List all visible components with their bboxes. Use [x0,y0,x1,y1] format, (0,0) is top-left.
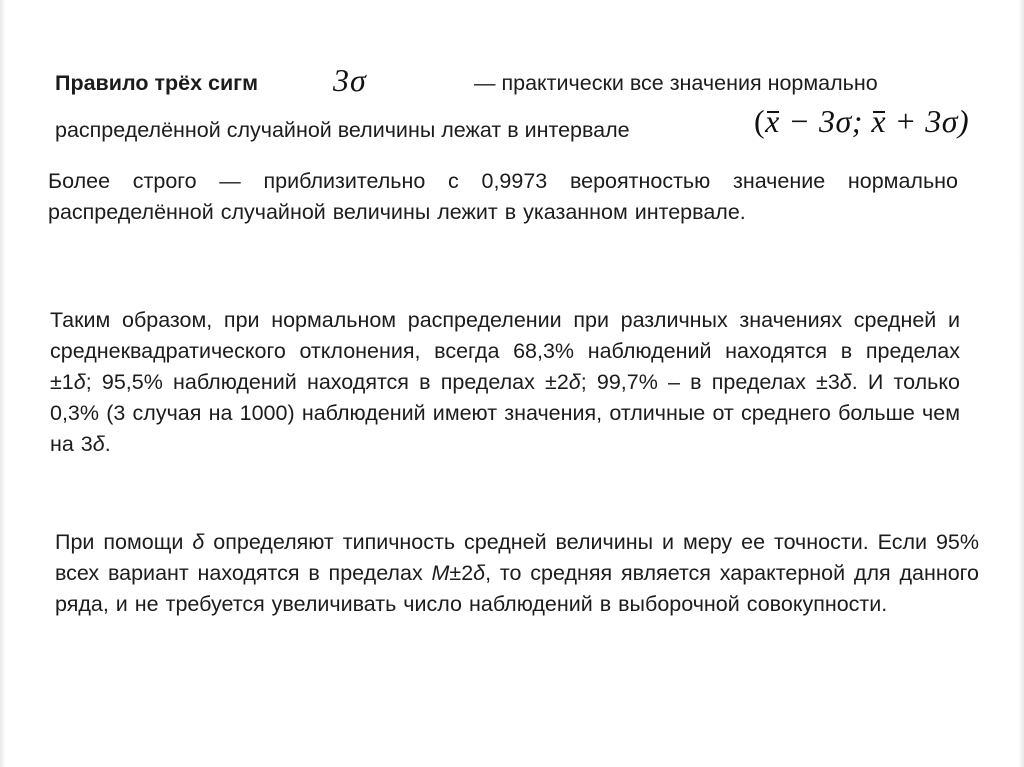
paragraph-text: При помощи [55,530,193,554]
paragraph-typicality [55,527,979,620]
paragraph-text: ; 95,5% наблюдений находятся в пределах ±2 [85,370,569,394]
paragraph-percentages [50,305,960,460]
interval-upper-bound: + 3σ) [886,103,970,139]
slide-right-edge [1018,0,1024,767]
delta-symbol: δ [473,561,486,585]
interval-open-paren: ( [754,103,766,139]
interval-formula [754,103,969,140]
paragraph-text: ±2 [449,561,474,585]
delta-symbol: δ [192,530,205,554]
three-sigma-formula: 3σ [333,62,367,98]
paragraph-text: . [104,432,111,456]
delta-symbol: δ [839,370,852,394]
x-mean-symbol: x [871,103,887,139]
paragraph-text: , то средняя является характерной для данного ряда, и не требуется увеличивать число наблюдений в выборочной совокупности. [55,561,979,616]
paragraph-text: Таким образом, при нормальном распределении при различных значениях средней и среднеквадратического отклонения, всегда 68,3% наблюдений находятся в пределах ±1 [50,308,960,394]
x-mean-symbol: x [765,103,780,139]
rule-title: Правило трёх сигм [55,71,259,95]
paragraph-probability: Более строго — приблизительно с 0,9973 вероятностью значение нормально распределённой случайной величины лежит в указанном интервале. [48,169,958,224]
delta-symbol: δ [92,432,105,456]
paragraph-text: . И только 0,3% (3 случая на 1000) наблюдений имеют значения, отличные от среднего больше чем на 3 [50,370,960,456]
rule-description-line-2: распределённой случайной величины лежат в интервале [55,118,630,142]
slide-left-edge [0,0,6,767]
delta-symbol: δ [568,370,581,394]
paragraph-text: определяют типичность средней величины и меру ее точности. Если 95% всех вариант находятся в пределах [55,530,980,585]
interval-lower-bound: − 3σ; [779,103,872,139]
mean-m-symbol: М [431,561,450,585]
rule-description-line-1: — практически все значения нормально [474,71,878,95]
delta-symbol: δ [73,370,86,394]
paragraph-text: ; 99,7% – в пределах ±3 [580,370,840,394]
